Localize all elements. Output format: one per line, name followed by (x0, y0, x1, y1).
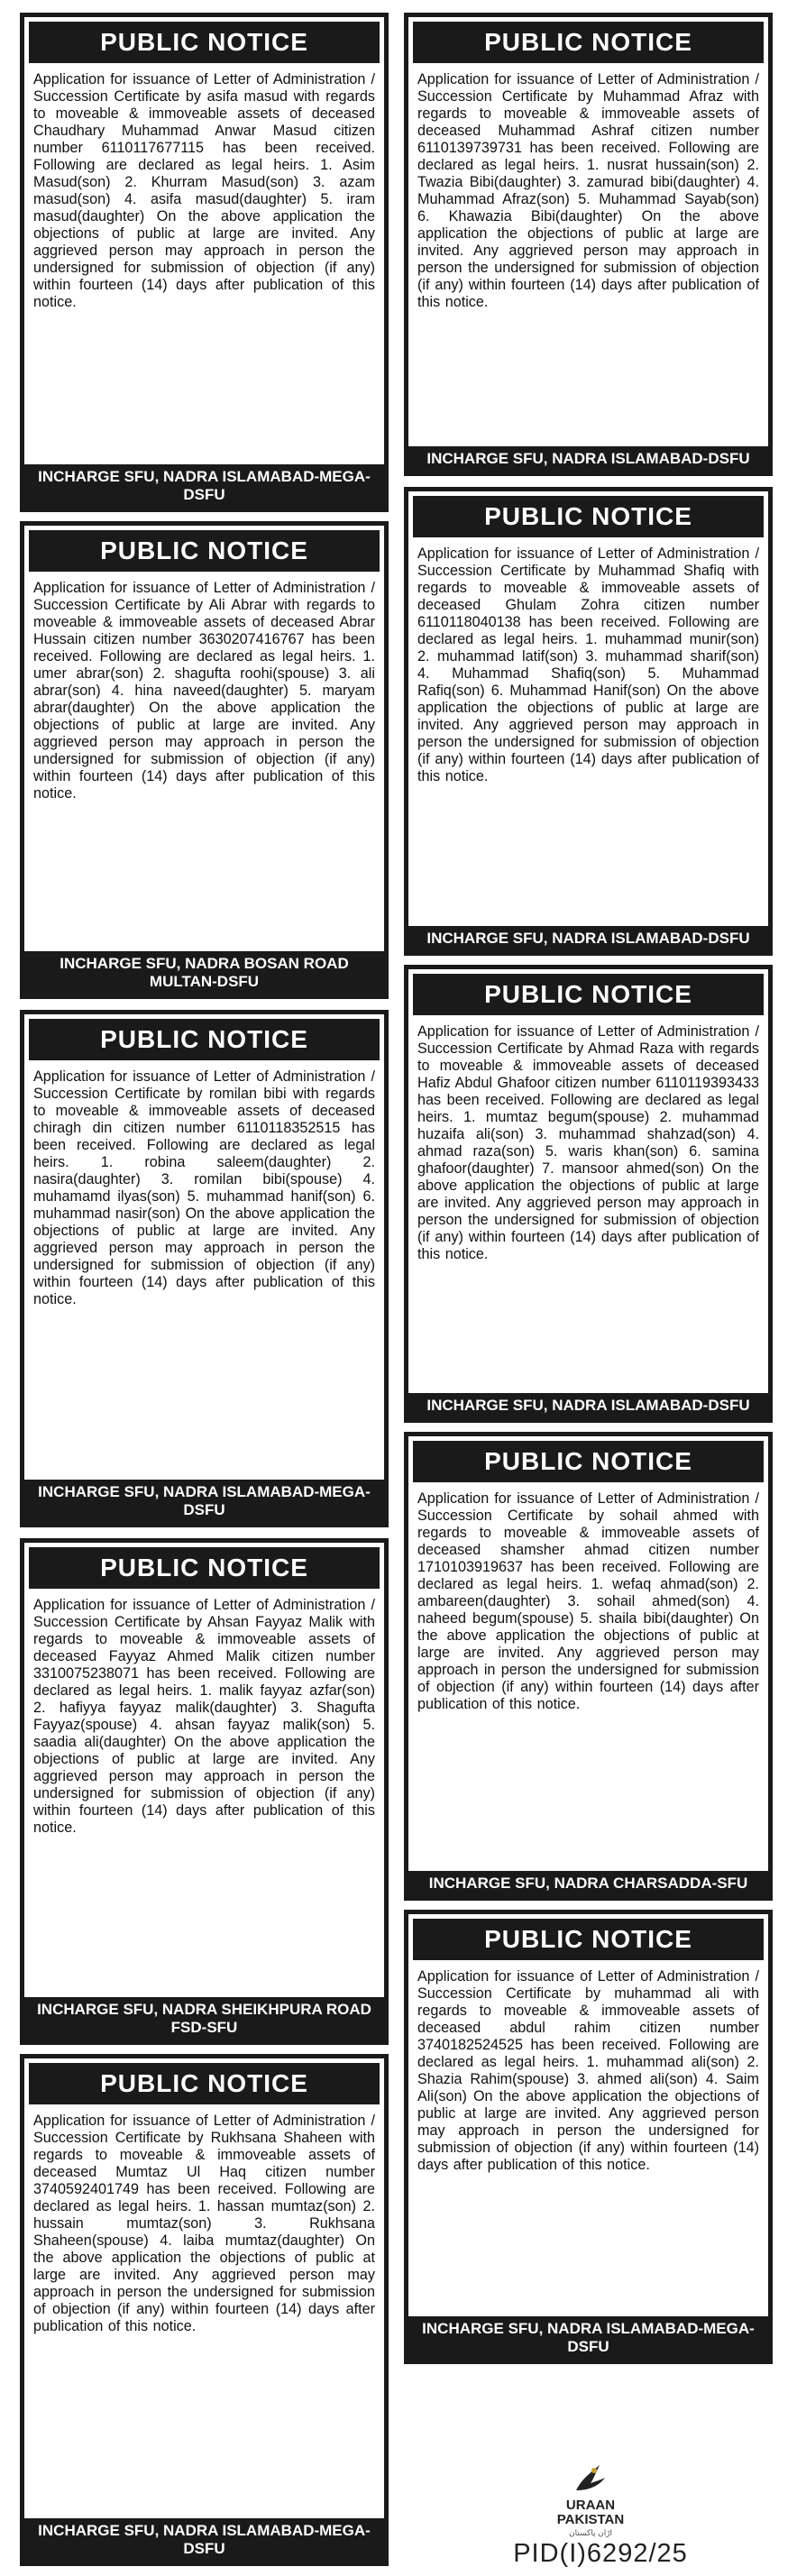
notice-body: Application for issuance of Letter of Administration / Succession Certificate by Muhammad Afraz with regards to moveable & immoveable assets of deceased Muhammad Ashraf citizen number 6110139739731 has been received. Following are declared as legal heirs. 1. nusrat hussain(son) 2. Twazia Bibi(daughter) 3. zamurad bibi(daughter) 4. Muhammad Afraz(son) 5. Muhammad Sayab(son) 6. Khawazia Bibi(daughter) On the above application the objections of public at large are invited. Any aggrieved person may approach in person the undersigned for submission of objection (if any) within fourteen (14) days after publication of this notice. (417, 71, 759, 310)
notice-title: PUBLIC NOTICE (413, 1919, 764, 1960)
notice-footer: INCHARGE SFU, NADRA ISLAMABAD-DSFU (408, 926, 768, 951)
logo-text-line2: PAKISTAN (556, 2512, 625, 2527)
public-notice-10 (404, 1910, 773, 2364)
notice-footer: INCHARGE SFU, NADRA ISLAMABAD-MEGA-DSFU (408, 2316, 768, 2360)
notice-body: Application for issuance of Letter of Administration / Succession Certificate by Ahsan Fayyaz Malik with regards to moveable & immoveable assets of deceased Fayyaz Ahmed Malik citizen number 3310075238071 has been received. Following are declared as legal heirs. 1. malik fayyaz azfar(son) 2. hafiyya fayyaz malik(daughter) 3. Shagufta Fayyaz(spouse) 4. ahsan fayyaz malik(son) 5. saadia ali(daughter) On the above application the objections of public at large are invited. Any aggrieved person may approach in person the undersigned for submission of objection (if any) within fourteen (14) days after publication of this notice. (33, 1597, 375, 1836)
notice-footer: INCHARGE SFU, NADRA ISLAMABAD-MEGA-DSFU (24, 2518, 384, 2562)
public-notice-4 (20, 1538, 389, 2045)
notice-footer: INCHARGE SFU, NADRA ISLAMABAD-MEGA-DSFU (24, 464, 384, 508)
notice-title: PUBLIC NOTICE (413, 974, 764, 1015)
notice-footer: INCHARGE SFU, NADRA ISLAMABAD-MEGA-DSFU (24, 1480, 384, 1523)
notice-title: PUBLIC NOTICE (29, 530, 380, 572)
notice-title: PUBLIC NOTICE (413, 22, 764, 63)
notice-body: Application for issuance of Letter of Administration / Succession Certificate by asifa masud with regards to moveable & immoveable assets of deceased Chaudhary Muhammad Anwar Masud citizen number 6110117677115 has been received. Following are declared as legal heirs. 1. Asim Masud(son) 2. Khurram Masud(son) 3. azam masud(son) 4. asifa masud(daughter) 5. iram masud(daughter) On the above application the objections of public at large are invited. Any aggrieved person may approach in person the undersigned for submission of objection (if any) within fourteen (14) days after publication of this notice. (33, 71, 375, 310)
public-notice-3 (20, 1010, 389, 1527)
public-notice-5 (20, 2054, 389, 2566)
notice-footer: INCHARGE SFU, NADRA ISLAMABAD-DSFU (408, 1393, 768, 1418)
notice-title: PUBLIC NOTICE (29, 22, 380, 63)
public-notice-6 (404, 13, 773, 476)
notice-title: PUBLIC NOTICE (29, 1019, 380, 1060)
logo-tagline: اڑان پاکستان (568, 2528, 613, 2537)
notice-body: Application for issuance of Letter of Administration / Succession Certificate by Ahmad Raza with regards to moveable & immoveable assets of deceased Hafiz Abdul Ghafoor citizen number 6110119393433 has been received. Following are declared as legal heirs. 1. mumtaz begum(spouse) 2. muhammad huzaifa ali(son) 3. muhammad shahzad(son) 4. ahmad raza(son) 5. waris khan(son) 6. samina ghafoor(daughter) 7. mansoor ahmed(son) On the above application the objections of public at large are invited. Any aggrieved person may approach in person the undersigned for submission of objection (if any) within fourteen (14) days after publication of this notice. (417, 1023, 759, 1262)
public-notice-2 (20, 521, 389, 999)
pid-number: PID(I)6292/25 (513, 2539, 688, 2568)
notice-body: Application for issuance of Letter of Administration / Succession Certificate by Rukhsana Shaheen with regards to moveable & immoveable assets of deceased Mumtaz Ul Haq citizen number 3740592401749 has been received. Following are declared as legal heirs. 1. hassan mumtaz(son) 2. hussain mumtaz(son) 3. Rukhsana Shaheen(spouse) 4. laiba mumtaz(daughter) On the above application the objections of public at large are invited. Any aggrieved person may approach in person the undersigned for submission of objection (if any) within fourteen (14) days after publication of this notice. (33, 2113, 375, 2334)
notice-title: PUBLIC NOTICE (413, 496, 764, 537)
notice-body: Application for issuance of Letter of Administration / Succession Certificate by sohail ahmed with regards to moveable & immoveable assets of deceased shamsher ahmad citizen number 1710103919637 has been received. Following are declared as legal heirs. 1. wefaq ahmad(son) 2. ambareen(daughter) 3. sohail ahmed(son) 4. naheed begum(spouse) 5. shaila bibi(daughter) On the above application the objections of public at large are invited. Any aggrieved person may approach in person the undersigned for submission of objection (if any) within fourteen (14) days after publication of this notice. (417, 1490, 759, 1712)
notice-title: PUBLIC NOTICE (29, 1547, 380, 1589)
bird-icon (573, 2461, 609, 2494)
notice-title: PUBLIC NOTICE (413, 1441, 764, 1482)
logo-text-line1: URAAN (565, 2498, 616, 2513)
notice-footer: INCHARGE SFU, NADRA CHARSADDA-SFU (408, 1871, 768, 1896)
public-notice-7 (404, 487, 773, 956)
public-notice-1 (20, 13, 389, 512)
notice-title: PUBLIC NOTICE (29, 2063, 380, 2104)
notice-footer: INCHARGE SFU, NADRA SHEIKHPURA ROAD FSD-SFU (24, 1997, 384, 2040)
notice-footer: INCHARGE SFU, NADRA ISLAMABAD-DSFU (408, 446, 768, 472)
public-notice-9 (404, 1432, 773, 1901)
notice-body: Application for issuance of Letter of Administration / Succession Certificate by muhammad ali with regards to moveable & immoveable assets of deceased abdul rahim citizen number 3740182524525 has been received. Following are declared as legal heirs. 1. muhammad ali(son) 2. Shazia Rahim(spouse) 3. ahmed ali(son) 4. Saim Ali(son) On the above application the objections of public at large are invited. Any aggrieved person may approach in person the undersigned for submission of objection (if any) within fourteen (14) days after publication of this notice. (417, 1968, 759, 2173)
notice-body: Application for issuance of Letter of Administration / Succession Certificate by Ali Abrar with regards to moveable & immoveable assets of deceased Abrar Hussain citizen number 3630207416767 has been received. Following are declared as legal heirs. 1. umer abrar(son) 2. shagufta roohi(spouse) 3. ali abrar(son) 4. hina naveed(daughter) 5. maryam abrar(daughter) On the above application the objections of public at large are invited. Any aggrieved person may approach in person the undersigned for submission of objection (if any) within fourteen (14) days after publication of this notice. (33, 580, 375, 802)
public-notice-8 (404, 965, 773, 1423)
notice-body: Application for issuance of Letter of Administration / Succession Certificate by romilan bibi with regards to moveable & immoveable assets of deceased chiragh din citizen number 6110118352515 has been received. Following are declared as legal heirs. 1. robina saleem(daughter) 2. nasira(daughter) 3. romilan bibi(spouse) 4. muhamamd ilyas(son) 5. muhammad hanif(son) 6. muhammad nasir(son) On the above application the objections of public at large are invited. Any aggrieved person may approach in person the undersigned for submission of objection (if any) within fourteen (14) days after publication of this notice. (33, 1068, 375, 1307)
notice-body: Application for issuance of Letter of Administration / Succession Certificate by Muhammad Shafiq with regards to moveable & immoveable assets of deceased Ghulam Zohra citizen number 6110118040138 has been received. Following are declared as legal heirs. 1. muhammad munir(son) 2. muhammad latif(son) 3. muhammad sharif(son) 4. Muhammad Shafiq(son) 5. Muhammad Rafiq(son) 6. Muhammad Hanif(son) On the above application the objections of public at large are invited. Any aggrieved person may approach in person the undersigned for submission of objection (if any) within fourteen (14) days after publication of this notice. (417, 545, 759, 784)
uraan-pakistan-logo (541, 2461, 640, 2543)
notice-footer: INCHARGE SFU, NADRA BOSAN ROAD MULTAN-DSFU (24, 951, 384, 995)
